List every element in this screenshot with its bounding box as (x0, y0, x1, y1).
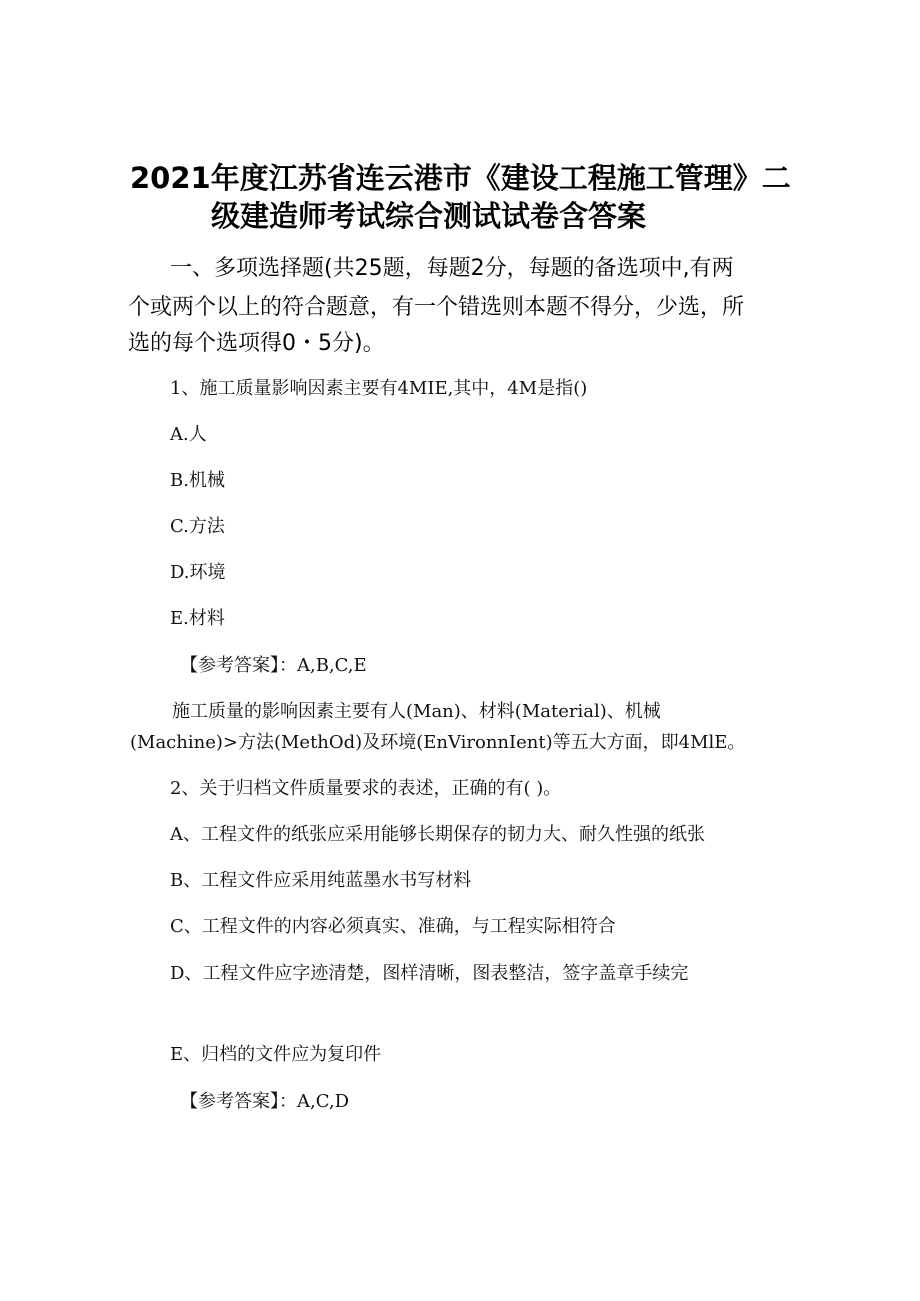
question-1-explanation-line-2: (Machine)>方法(MethOd)及环境(EnVironnIent)等五大方面，即4MlE。 (130, 732, 746, 753)
question-1-option-a: A.人 (170, 424, 207, 445)
section-heading-line-2: 个或两个以上的符合题意，有一个错选则本题不得分，少选，所 (128, 295, 745, 320)
answer-label: 【参考答案】 (180, 655, 279, 676)
question-1-option-c: C.方法 (170, 516, 225, 537)
question-1-answer (180, 654, 367, 678)
question-2-answer (180, 1090, 349, 1114)
question-1-stem: 1、施工质量影响因素主要有4MIE,其中，4M是指() (170, 378, 588, 399)
question-2-option-a: A、工程文件的纸张应采用能够长期保存的韧力大、耐久性强的纸张 (170, 824, 705, 845)
question-2-option-c: C、工程文件的内容必须真实、准确，与工程实际相符合 (170, 916, 616, 937)
document-title-line-2: 级建造师考试综合测试试卷含答案 (211, 199, 647, 233)
question-2-option-d: D、工程文件应字迹清楚，图样清晰，图表整洁，签字盖章手续完 (170, 963, 689, 984)
answer-value: ：A,B,C,E (279, 655, 367, 676)
question-2-stem: 2、关于归档文件质量要求的表述，正确的有( )。 (170, 778, 562, 799)
section-heading-line-1: 一、多项选择题(共25题，每题2分，每题的备选项中,有两 (170, 256, 734, 281)
question-2-option-e: E、归档的文件应为复印件 (170, 1044, 382, 1065)
question-1-option-e: E.材料 (170, 608, 225, 629)
question-2-option-b: B、工程文件应采用纯蓝墨水书写材料 (170, 870, 472, 891)
answer-value: ：A,C,D (279, 1091, 350, 1112)
question-1-explanation-line-1: 施工质量的影响因素主要有人(Man)、材料(Material)、机械 (172, 701, 661, 722)
section-heading-line-3: 选的每个选项得0・5分)。 (128, 331, 385, 356)
question-1-option-d: D.环境 (170, 562, 226, 583)
document-title-line-1: 2021年度江苏省连云港市《建设工程施工管理》二 (130, 161, 791, 195)
answer-label: 【参考答案】 (180, 1091, 279, 1112)
question-1-option-b: B.机械 (170, 470, 225, 491)
